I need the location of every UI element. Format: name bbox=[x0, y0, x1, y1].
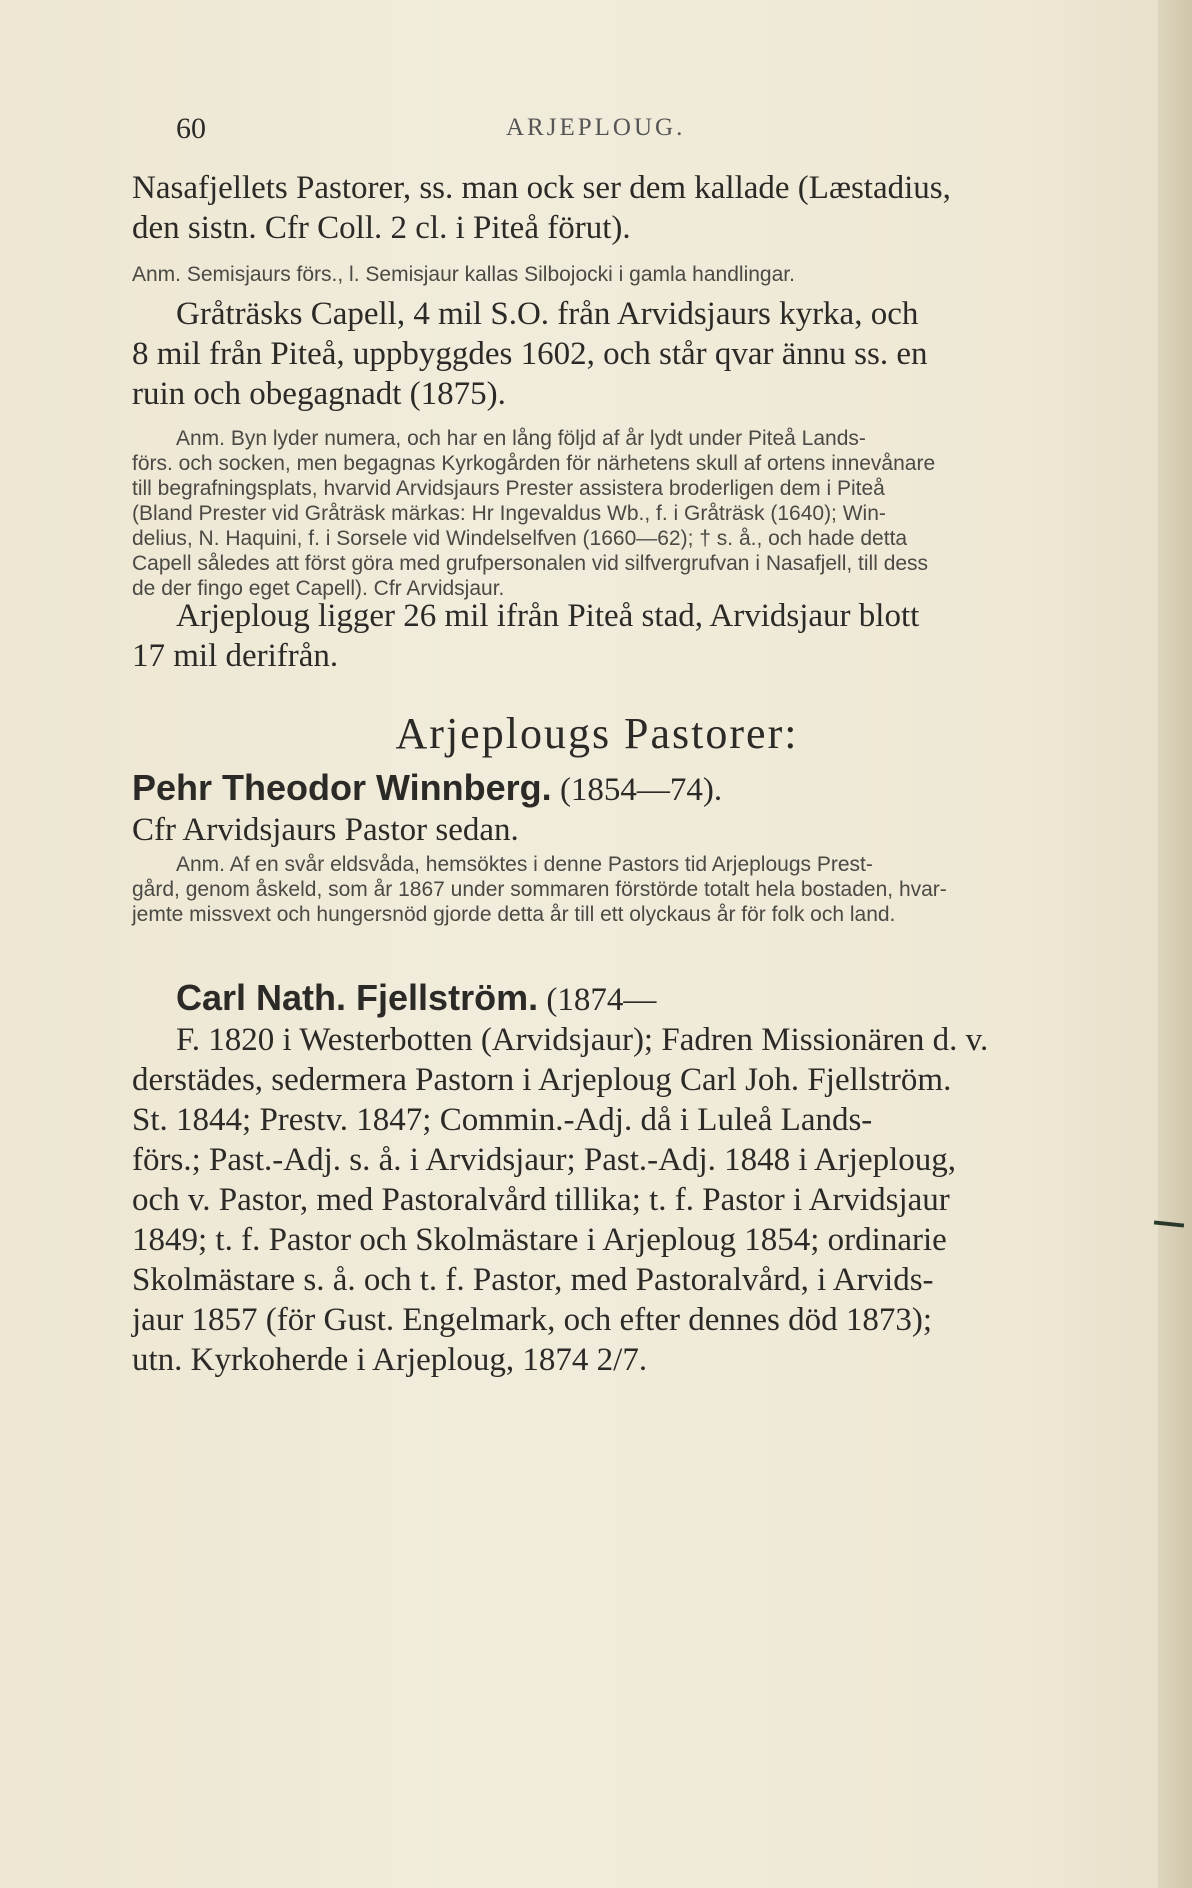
note-line: jemte missvext och hungersnöd gjorde detta år till ett olyckaus år för folk och land. bbox=[132, 903, 896, 926]
note-line: delius, N. Haquini, f. i Sorsele vid Windelselfven (1660—62); † s. å., och hade detta bbox=[132, 527, 908, 550]
pastor-years: (1874— bbox=[546, 982, 657, 1018]
note-fire bbox=[132, 852, 1062, 927]
text-line: F. 1820 i Westerbotten (Arvidsjaur); Fadren Missionären d. v. bbox=[176, 1022, 989, 1058]
note-line: förs. och socken, men begagnas Kyrkogården för närhetens skull af ortens innevånare bbox=[132, 452, 936, 475]
text-line: 17 mil derifrån. bbox=[132, 638, 339, 674]
text-line: St. 1844; Prestv. 1847; Commin.-Adj. då i Luleå Lands- bbox=[132, 1102, 873, 1138]
note-line: Anm. Byn lyder numera, och har en lång följd af år lydt under Piteå Lands- bbox=[176, 427, 866, 450]
text-line: Gråträsks Capell, 4 mil S.O. från Arvidsjaurs kyrka, och bbox=[176, 296, 919, 332]
note-line: (Bland Prester vid Gråträsk märkas: Hr Ingevaldus Wb., f. i Gråträsk (1640); Win- bbox=[132, 502, 886, 525]
note-line: gård, genom åskeld, som år 1867 under sommaren förstörde totalt hela bostaden, hvar- bbox=[132, 878, 947, 901]
text-line: 1849; t. f. Pastor och Skolmästare i Arjeploug 1854; ordinarie bbox=[132, 1222, 947, 1258]
text-line: jaur 1857 (för Gust. Engelmark, och efter dennes död 1873); bbox=[132, 1302, 933, 1338]
note-line: Capell således att först göra med grufpersonalen vid silfvergrufvan i Nasafjell, till dess bbox=[132, 552, 929, 575]
arjeploug-paragraph bbox=[132, 596, 1062, 676]
page-header bbox=[176, 112, 1076, 152]
pastor-fjellstrom bbox=[132, 978, 1062, 1380]
text-line: den sistn. Cfr Coll. 2 cl. i Piteå förut). bbox=[132, 210, 631, 246]
note-line: till begrafningsplats, hvarvid Arvidsjaurs Prester assistera broderligen dem i Piteå bbox=[132, 477, 885, 500]
intro-paragraph bbox=[132, 168, 1062, 248]
note-line: Anm. Af en svår eldsvåda, hemsöktes i denne Pastors tid Arjeplougs Prest- bbox=[176, 853, 873, 876]
note-semisjaur bbox=[132, 262, 1062, 287]
running-head: ARJEPLOUG. bbox=[506, 114, 686, 141]
text-line: Nasafjellets Pastorer, ss. man ock ser dem kallade (Læstadius, bbox=[132, 170, 951, 206]
note-line: Anm. Semisjaurs förs., l. Semisjaur kallas Silbojocki i gamla handlingar. bbox=[132, 263, 795, 286]
gratrask-paragraph bbox=[132, 294, 1062, 414]
text-line: utn. Kyrkoherde i Arjeploug, 1874 2/7. bbox=[132, 1342, 648, 1378]
section-title: Arjeplougs Pastorer: bbox=[395, 709, 799, 758]
text-line: förs.; Past.-Adj. s. å. i Arvidsjaur; Past.-Adj. 1848 i Arjeploug, bbox=[132, 1142, 957, 1178]
page-number: 60 bbox=[176, 112, 206, 145]
text-line: 8 mil från Piteå, uppbyggdes 1602, och står qvar ännu ss. en bbox=[132, 336, 928, 372]
text-line: ruin och obegagnadt (1875). bbox=[132, 376, 506, 412]
text-line: och v. Pastor, med Pastoralvård tillika; t. f. Pastor i Arvidsjaur bbox=[132, 1182, 950, 1218]
pastor-winnberg bbox=[132, 768, 1062, 850]
text-line: derstädes, sedermera Pastorn i Arjeploug Carl Joh. Fjellström. bbox=[132, 1062, 952, 1098]
page-spine-edge bbox=[1158, 0, 1192, 1888]
pastor-years: (1854—74). bbox=[559, 772, 723, 808]
note-gratrask bbox=[132, 426, 1062, 601]
text-line: Arjeploug ligger 26 mil ifrån Piteå stad, Arvidsjaur blott bbox=[176, 598, 920, 634]
text-line: Skolmästare s. å. och t. f. Pastor, med Pastoralvård, i Arvids- bbox=[132, 1262, 934, 1298]
pastor-name: Pehr Theodor Winnberg. bbox=[132, 767, 552, 808]
text-line: Cfr Arvidsjaurs Pastor sedan. bbox=[132, 812, 519, 848]
pastor-name: Carl Nath. Fjellström. bbox=[176, 977, 539, 1018]
note-line: de der fingo eget Capell). Cfr Arvidsjaur. bbox=[132, 577, 505, 600]
